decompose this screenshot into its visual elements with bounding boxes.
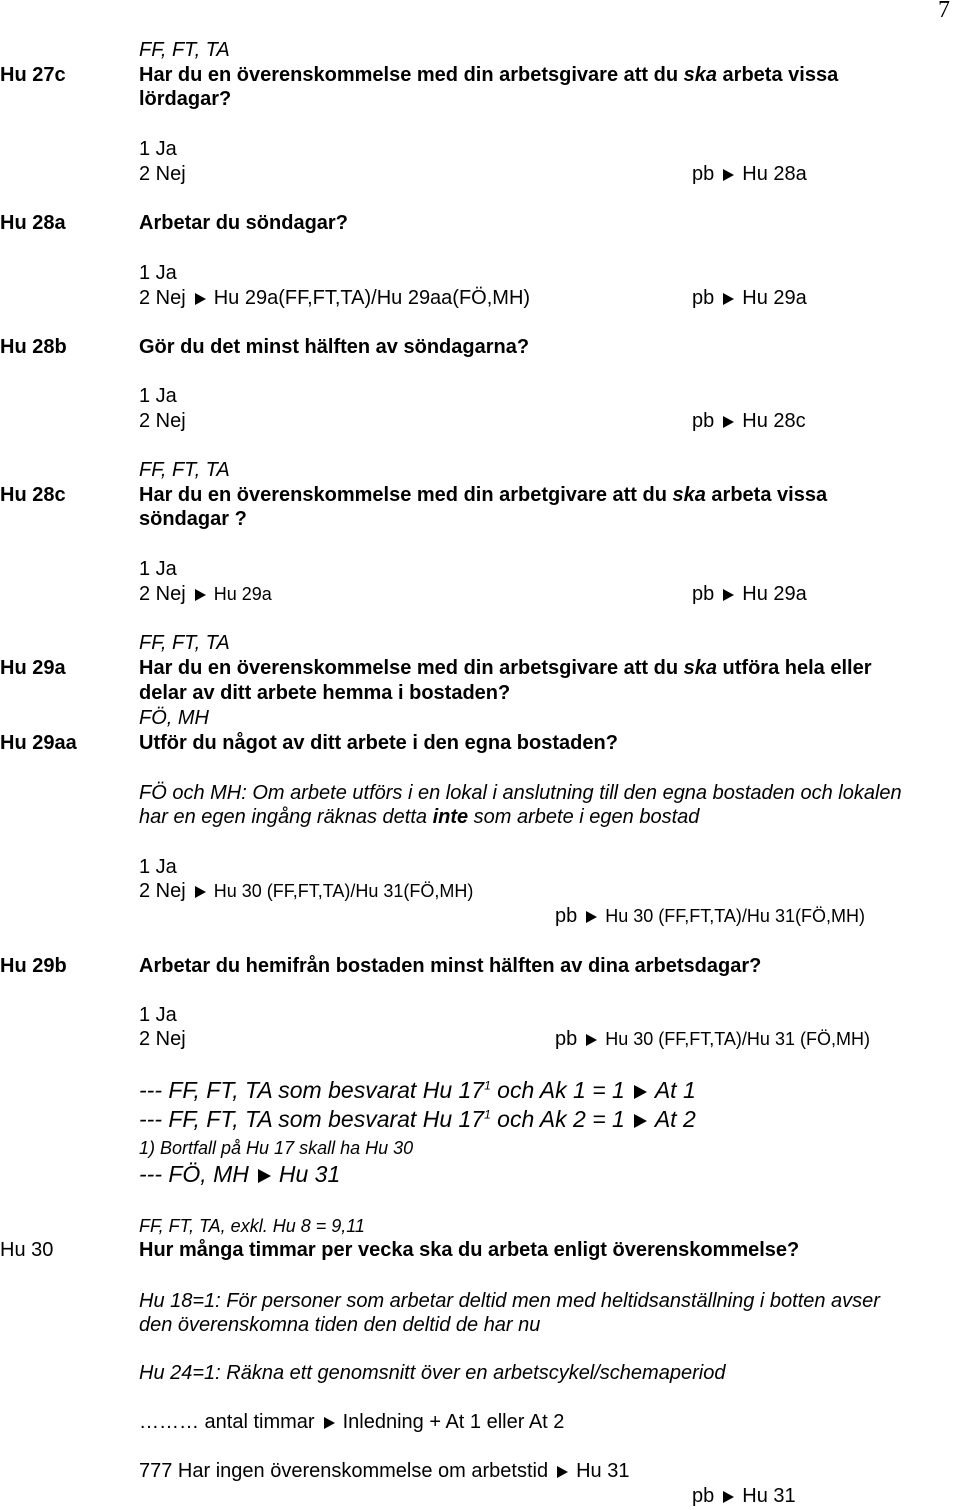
interviewer-note-cont: den överenskomna tiden den deltid de har nu bbox=[139, 1314, 541, 1336]
arrow-right-icon bbox=[723, 1491, 734, 1503]
answer-option: 1 Ja bbox=[139, 558, 177, 580]
respondent-group: FF, FT, TA, exkl. Hu 8 = 9,11 bbox=[139, 1216, 365, 1236]
page-number: 7 bbox=[938, 0, 950, 23]
question-id: Hu 29b bbox=[0, 955, 67, 977]
pb-routing: pb Hu 28c bbox=[692, 410, 806, 432]
question-id: Hu 28b bbox=[0, 336, 67, 358]
arrow-right-icon bbox=[723, 416, 734, 428]
answer-option: 2 Nej Hu 29a(FF,FT,TA)/Hu 29aa(FÖ,MH) bbox=[139, 287, 531, 309]
answer-option: 1 Ja bbox=[139, 1004, 177, 1026]
question-id: Hu 28a bbox=[0, 212, 66, 234]
arrow-right-icon bbox=[557, 1466, 568, 1478]
pb-routing: pb Hu 31 bbox=[692, 1485, 796, 1507]
routing-line: --- FÖ, MH Hu 31 bbox=[139, 1161, 341, 1187]
respondent-group: FF, FT, TA bbox=[139, 459, 230, 481]
question-text-cont: delar av ditt arbete hemma i bostaden? bbox=[139, 682, 511, 704]
question-id: Hu 29aa bbox=[0, 732, 77, 754]
answer-option: 2 Nej Hu 30 (FF,FT,TA)/Hu 31(FÖ,MH) bbox=[139, 880, 474, 902]
arrow-right-icon bbox=[324, 1417, 335, 1429]
question-text: Arbetar du söndagar? bbox=[139, 212, 348, 234]
question-id: Hu 30 bbox=[0, 1239, 54, 1261]
respondent-group: FF, FT, TA bbox=[139, 39, 230, 61]
routing-line: --- FF, FT, TA som besvarat Hu $17^1$ och Ak 1 = 1 At 1 bbox=[139, 1077, 696, 1103]
arrow-right-icon bbox=[195, 589, 206, 601]
respondent-group: FÖ, MH bbox=[139, 707, 209, 729]
question-id: Hu 28c bbox=[0, 484, 66, 506]
arrow-right-icon bbox=[634, 1114, 647, 1128]
arrow-right-icon bbox=[586, 911, 597, 923]
arrow-right-icon bbox=[258, 1169, 271, 1183]
question-text: Arbetar du hemifrån bostaden minst hälften av dina arbetsdagar? bbox=[139, 955, 762, 977]
interviewer-note: Hu 18=1: För personer som arbetar deltid men med heltidsanställning i botten avser bbox=[139, 1290, 880, 1312]
answer-option: 1 Ja bbox=[139, 138, 177, 160]
pb-routing: pb Hu 30 (FF,FT,TA)/Hu 31 (FÖ,MH) bbox=[555, 1028, 870, 1050]
question-text: Gör du det minst hälften av söndagarna? bbox=[139, 336, 530, 358]
question-text: Utför du något av ditt arbete i den egna bostaden? bbox=[139, 732, 618, 754]
arrow-right-icon bbox=[723, 293, 734, 305]
answer-option: 2 Nej bbox=[139, 163, 186, 185]
interviewer-note-cont: har en egen ingång räknas detta inte som arbete i egen bostad bbox=[139, 806, 700, 828]
question-text-cont: lördagar? bbox=[139, 88, 232, 110]
question-id: Hu 29a bbox=[0, 657, 66, 679]
routing-line: --- FF, FT, TA som besvarat Hu $17^1$ och Ak 2 = 1 At 2 bbox=[139, 1106, 696, 1132]
answer-option: 1 Ja bbox=[139, 856, 177, 878]
question-text: Har du en överenskommelse med din arbetsgivare att du ska arbeta vissa bbox=[139, 64, 839, 86]
question-text: Har du en överenskommelse med din arbetsgivare att du ska utföra hela eller bbox=[139, 657, 872, 679]
arrow-right-icon bbox=[195, 886, 206, 898]
question-id: Hu 27c bbox=[0, 64, 66, 86]
routing-footnote: 1) Bortfall på Hu 17 skall ha Hu 30 bbox=[139, 1138, 414, 1158]
arrow-right-icon bbox=[634, 1085, 647, 1099]
answer-option: 2 Nej bbox=[139, 410, 186, 432]
arrow-right-icon bbox=[195, 293, 206, 305]
answer-code: 777 Har ingen överenskommelse om arbetstid Hu 31 bbox=[139, 1460, 630, 1482]
pb-routing: pb Hu 29a bbox=[692, 583, 807, 605]
pb-routing: pb Hu 29a bbox=[692, 287, 807, 309]
pb-routing: pb Hu 30 (FF,FT,TA)/Hu 31(FÖ,MH) bbox=[555, 905, 865, 927]
respondent-group: FF, FT, TA bbox=[139, 632, 230, 654]
pb-routing: pb Hu 28a bbox=[692, 163, 807, 185]
question-text: Har du en överenskommelse med din arbetgivare att du ska arbeta vissa bbox=[139, 484, 828, 506]
arrow-right-icon bbox=[723, 589, 734, 601]
arrow-right-icon bbox=[586, 1034, 597, 1046]
question-text: Hur många timmar per vecka ska du arbeta enligt överenskommelse? bbox=[139, 1239, 800, 1261]
question-text-cont: söndagar ? bbox=[139, 508, 247, 530]
answer-option: 1 Ja bbox=[139, 262, 177, 284]
answer-option: 2 Nej Hu 29a bbox=[139, 583, 272, 605]
answer-option: 2 Nej bbox=[139, 1028, 186, 1050]
hours-answer: ……… antal timmar Inledning + At 1 eller At 2 bbox=[139, 1411, 565, 1433]
interviewer-note: FÖ och MH: Om arbete utförs i en lokal i anslutning till den egna bostaden och lokalen bbox=[139, 782, 902, 804]
arrow-right-icon bbox=[723, 169, 734, 181]
interviewer-note: Hu 24=1: Räkna ett genomsnitt över en arbetscykel/schemaperiod bbox=[139, 1362, 726, 1384]
answer-option: 1 Ja bbox=[139, 385, 177, 407]
